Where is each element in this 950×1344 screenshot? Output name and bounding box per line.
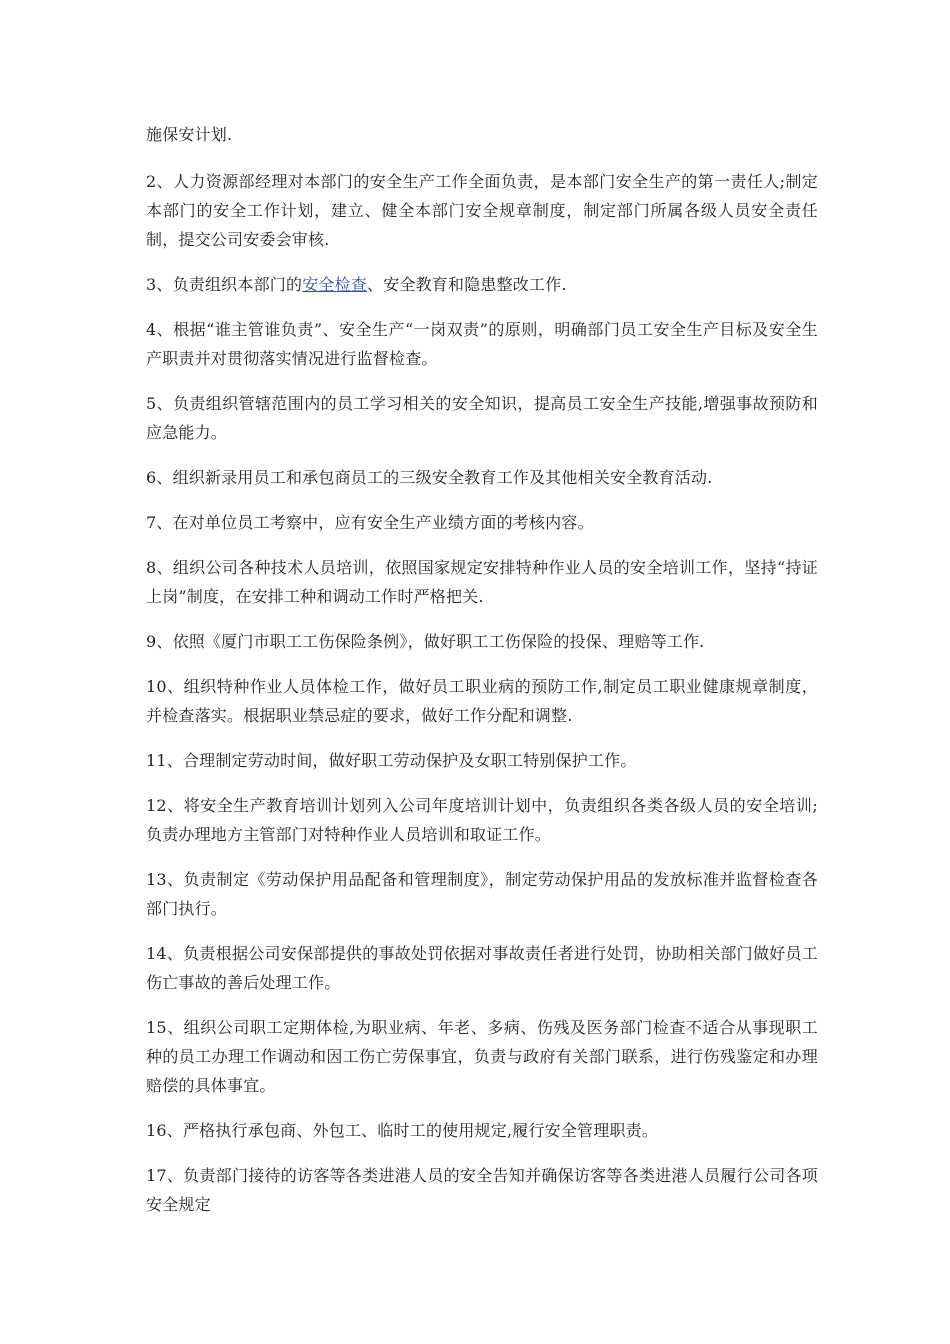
paragraph-item-16: 16、严格执行承包商、外包工、临时工的使用规定,履行安全管理职责。 bbox=[146, 1121, 659, 1140]
paragraph-item-12: 12、将安全生产教育培训计划列入公司年度培训计划中，负责组织各类各级人员的安全培训;负责办理地方主管部门对特种作业人员培训和取证工作。 bbox=[146, 796, 818, 844]
paragraph-item-8: 8、组织公司各种技术人员培训，依照国家规定安排特种作业人员的安全培训工作，坚持“持证上岗”制度，在安排工种和调动工作时严格把关. bbox=[146, 558, 818, 606]
paragraph-item-3-lead: 3、负责组织本部门的 bbox=[146, 275, 303, 294]
paragraph-item-4: 4、根据“谁主管谁负责”、安全生产“一岗双责”的原则，明确部门员工安全生产目标及安全生产职责并对贯彻落实情况进行监督检查。 bbox=[146, 320, 818, 368]
paragraph-item-2: 2、人力资源部经理对本部门的安全生产工作全面负责，是本部门安全生产的第一责任人;制定本部门的安全工作计划，建立、健全本部门安全规章制度，制定部门所属各级人员安全责任制，提交公司安委会审核. bbox=[146, 172, 818, 249]
paragraph-item-3-tail: 、安全教育和隐患整改工作. bbox=[367, 275, 567, 294]
paragraph-item-7: 7、在对单位员工考察中，应有安全生产业绩方面的考核内容。 bbox=[146, 513, 594, 532]
paragraph-item-11: 11、合理制定劳动时间，做好职工劳动保护及女职工特别保护工作。 bbox=[146, 751, 637, 770]
document-page bbox=[146, 120, 818, 1235]
paragraph-item-9: 9、依照《厦门市职工工伤保险条例》，做好职工工伤保险的投保、理赔等工作. bbox=[146, 632, 705, 651]
paragraph-item-6: 6、组织新录用员工和承包商员工的三级安全教育工作及其他相关安全教育活动. bbox=[146, 468, 713, 487]
paragraph-item-3 bbox=[146, 270, 818, 299]
paragraph-item-5: 5、负责组织管辖范围内的员工学习相关的安全知识，提高员工安全生产技能,增强事故预防和应急能力。 bbox=[146, 394, 818, 442]
safety-inspection-link[interactable]: 安全检查 bbox=[302, 275, 367, 294]
paragraph-item-13: 13、负责制定《劳动保护用品配备和管理制度》，制定劳动保护用品的发放标准并监督检查各部门执行。 bbox=[146, 870, 818, 918]
paragraph-continued: 施保安计划. bbox=[146, 125, 233, 144]
paragraph-item-14: 14、负责根据公司安保部提供的事故处罚依据对事故责任者进行处罚，协助相关部门做好员工伤亡事故的善后处理工作。 bbox=[146, 944, 818, 992]
paragraph-item-15: 15、组织公司职工定期体检,为职业病、年老、多病、伤残及医务部门检查不适合从事现职工种的员工办理工作调动和因工伤亡劳保事宜，负责与政府有关部门联系，进行伤残鉴定和办理赔偿的具体事宜。 bbox=[146, 1018, 818, 1095]
paragraph-item-17: 17、负责部门接待的访客等各类进港人员的安全告知并确保访客等各类进港人员履行公司各项安全规定 bbox=[146, 1166, 818, 1214]
paragraph-item-10: 10、组织特种作业人员体检工作，做好员工职业病的预防工作,制定员工职业健康规章制度，并检查落实。根据职业禁忌症的要求，做好工作分配和调整. bbox=[146, 677, 818, 725]
